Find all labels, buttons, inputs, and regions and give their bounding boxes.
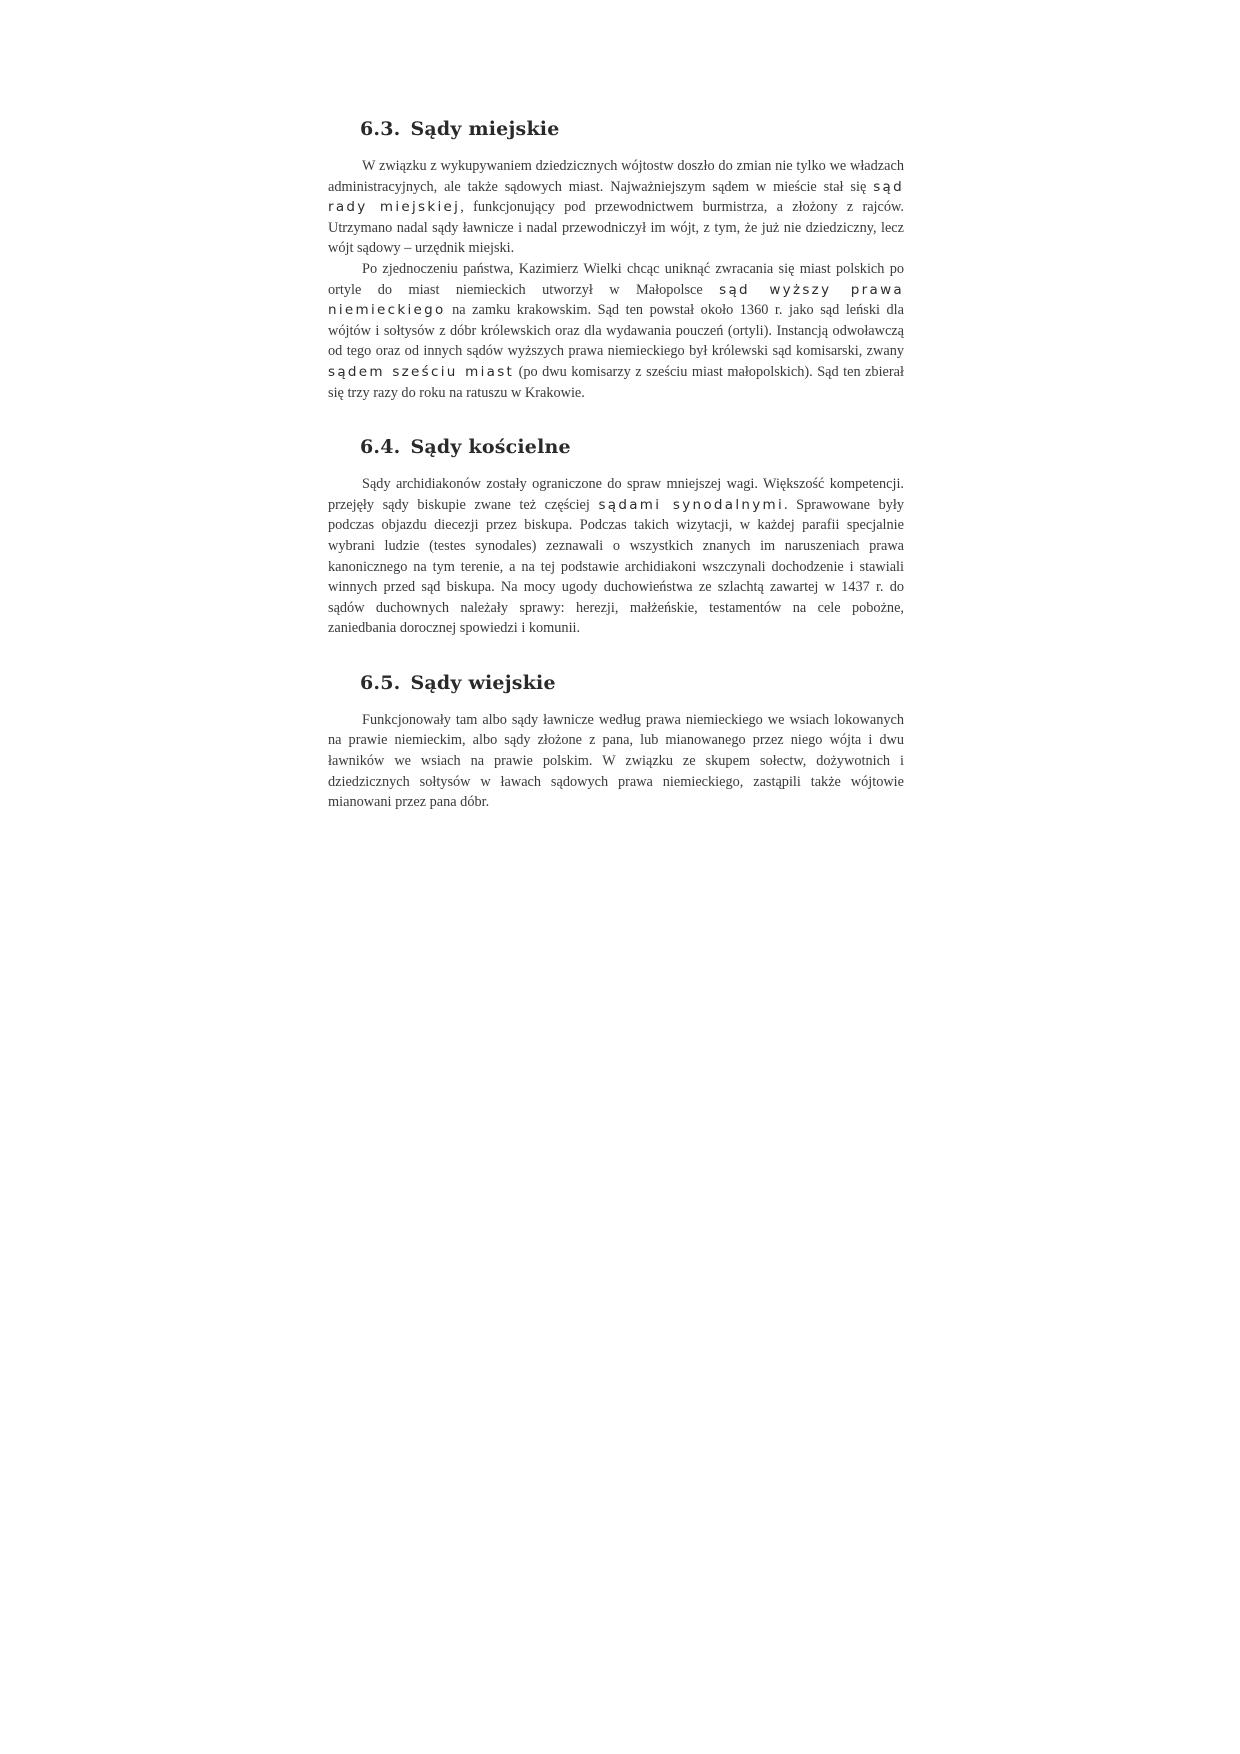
section-sady-koscielne	[328, 436, 904, 639]
section-title: Sądy wiejskie	[410, 671, 556, 694]
section-number: 6.3.	[360, 118, 401, 140]
section-sady-wiejskie	[328, 672, 904, 813]
text-run: Funkcjonowały tam albo sądy ławnicze według prawa niemieckiego we wsiach lokowanych na prawie niemieckim, albo sądy złożone z pana, lub mianowanego przez niego wójta i dwu ławników we wsiach na prawie polskim. W związku ze skupem sołectw, dożywotnich i dziedzicznych sołtysów w ławach sądowych prawa niemieckiego, zastąpili także wójtowie mianowani przez pana dóbr.	[328, 711, 904, 811]
text-run: Po zjednoczeniu państwa, Kazimierz Wielki chcąc uniknąć zwracania się miast polskich po ortyle do miast niemieckich utworzył w Małopolsce	[328, 260, 904, 298]
section-title: Sądy miejskie	[410, 118, 560, 140]
paragraph	[328, 474, 904, 639]
emphasized-term: sądami synodalnymi	[598, 496, 785, 513]
section-sady-miejskie	[328, 118, 904, 403]
paragraph	[328, 710, 904, 813]
paragraph	[328, 259, 904, 403]
emphasized-term: sądem sześciu miast	[328, 363, 515, 380]
text-run: W związku z wykupywaniem dziedzicznych wójtostw doszło do zmian nie tylko we władzach administracyjnych, ale także sądowych miast. Najważniejszym sądem w mieście stał się	[328, 158, 904, 195]
section-heading	[360, 436, 904, 458]
text-run: (po dwu komisarzy z sześciu miast małopolskich). Sąd ten zbierał się trzy razy do roku na ratuszu w Krakowie.	[328, 363, 904, 401]
section-title: Sądy kościelne	[410, 436, 571, 459]
section-heading	[360, 672, 904, 694]
section-number: 6.4.	[360, 436, 401, 459]
section-number: 6.5.	[360, 671, 401, 694]
emphasized-term: sąd wyższy prawa niemieckiego	[328, 281, 904, 319]
text-run: na zamku krakowskim. Sąd ten powstał około 1360 r. jako sąd leński dla wójtów i sołtysów z dóbr królewskich oraz dla wydawania pouczeń (ortyli). Instancją odwoławczą od tego oraz od innych sądów wyższych prawa niemieckiego był królewski sąd komisarski, zwany	[328, 302, 904, 360]
text-run: , funkcjonujący pod przewodnictwem burmistrza, a złożony z rajców. Utrzymano nadal sądy ławnicze i nadal przewodniczył im wójt, z tym, że już nie dziedziczny, lecz wójt sądowy – urzędnik miejski.	[328, 199, 904, 257]
emphasized-term: sąd rady miejskiej	[328, 178, 904, 216]
text-run: Sądy archidiakonów zostały ograniczone do spraw mniejszej wagi. Większość kompetencji. przejęły sądy biskupie zwane też częściej	[328, 476, 904, 513]
document-page	[328, 118, 904, 813]
paragraph	[328, 156, 904, 259]
text-run: . Sprawowane były podczas objazdu diecezji przez biskupa. Podczas takich wizytacji, w każdej parafii specjalnie wybrani ludzie (testes synodales) zeznawali o wszystkich znanych im naruszeniach prawa kanonicznego na tym terenie, a na tej podstawie archidiakoni wszczynali dochodzenie i stawiali winnych przed sąd biskupa. Na mocy ugody duchowieństwa ze szlachtą zawartej w 1437 r. do sądów duchownych należały sprawy: herezji, małżeńskie, testamentów na cele pobożne, zaniedbania dorocznej spowiedzi i komunii.	[328, 496, 904, 637]
section-heading	[360, 118, 904, 140]
